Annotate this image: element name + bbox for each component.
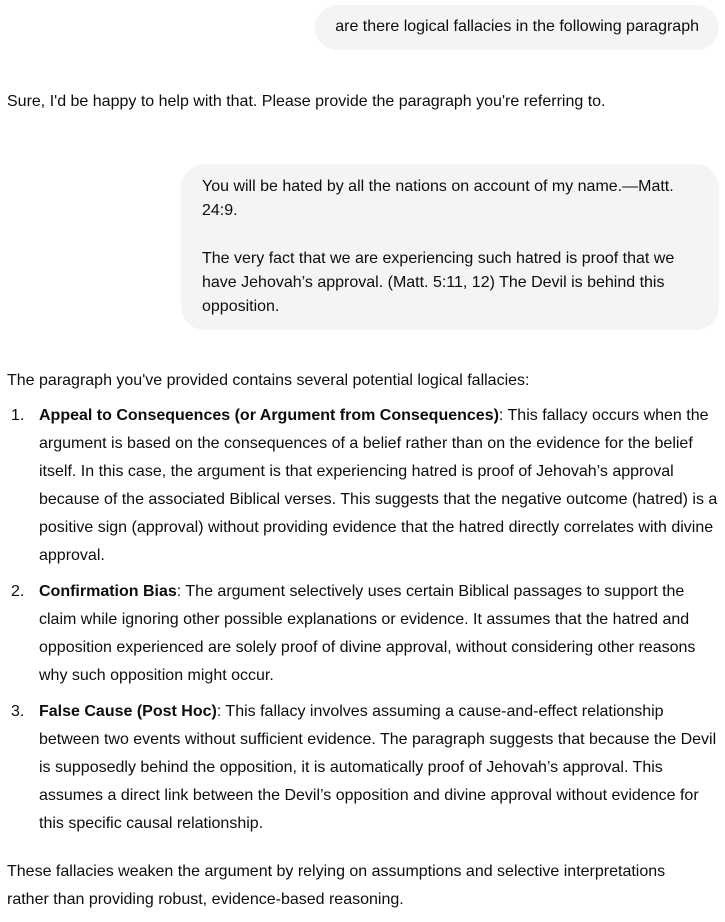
assistant-intro-text: The paragraph you've provided contains several potential logical fallacies: <box>7 372 530 389</box>
list-item-title: Confirmation Bias <box>39 583 177 600</box>
assistant-message-text: Sure, I'd be happy to help with that. Please provide the paragraph you're referring to. <box>7 93 606 110</box>
list-item-text: : This fallacy occurs when the argument is based on the consequences of a belief rather than on the evidence for the belief itself. In this case, the argument is that experiencing hatred is proof of Jehovah’s approval because of the associated Biblical verses. This suggests that the negative outcome (hatred) is a positive sign (approval) without providing evidence that the hatred directly correlates with divine approval. <box>39 407 718 564</box>
user-message-bubble <box>181 164 719 330</box>
assistant-closing-text: These fallacies weaken the argument by relying on assumptions and selective interpretations rather than providing robust, evidence-based reasoning. <box>7 863 666 908</box>
list-item-title: Appeal to Consequences (or Argument from Consequences) <box>39 407 499 424</box>
list-item-text: : This fallacy involves assuming a cause-and-effect relationship between two events without sufficient evidence. The paragraph suggests that because the Devil is supposedly behind the opposition, it is automatically proof of Jehovah’s approval. This assumes a direct link between the Devil’s opposition and divine approval without evidence for this specific causal relationship. <box>39 703 717 832</box>
user-message-bubble <box>315 5 719 50</box>
list-item <box>0 402 725 570</box>
fallacy-list <box>0 402 725 846</box>
list-item-title: False Cause (Post Hoc) <box>39 703 217 720</box>
user-message-paragraph: The very fact that we are experiencing such hatred is proof that we have Jehovah’s approval. (Matt. 5:11, 12) The Devil is behind this opposition. <box>202 250 679 315</box>
list-item <box>0 698 725 838</box>
list-item-number: 1. <box>11 407 25 424</box>
list-item-number: 2. <box>11 583 25 600</box>
list-item-number: 3. <box>11 703 25 720</box>
list-item <box>0 578 725 690</box>
user-message-text: are there logical fallacies in the following paragraph <box>335 18 699 35</box>
list-item-text: : The argument selectively uses certain Biblical passages to support the claim while ignoring other possible explanations or evidence. It assumes that the hatred and opposition experienced are solely proof of divine approval, without considering other reasons why such opposition might occur. <box>39 583 696 684</box>
user-message-quote: You will be hated by all the nations on account of my name.—Matt. 24:9. <box>202 178 679 219</box>
